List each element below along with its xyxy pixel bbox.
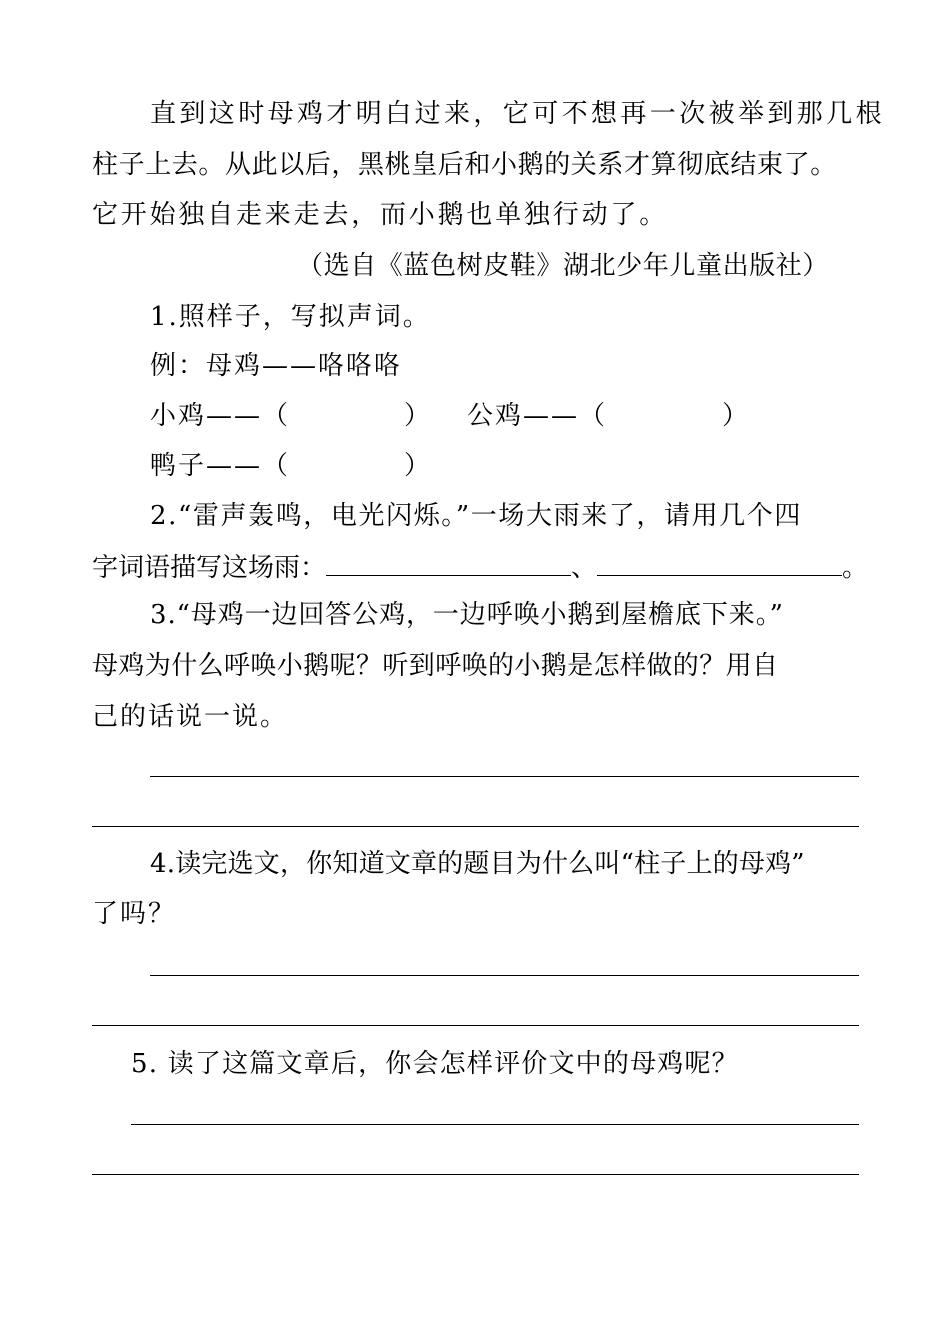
passage-line-3: 它开始独自走来走去，而小鹅也单独行动了。 bbox=[92, 200, 669, 230]
passage-source: （选自《蓝色树皮鞋》湖北少年儿童出版社） bbox=[297, 251, 830, 281]
passage-line-1: 直到这时母鸡才明白过来，它可不想再一次被举到那几根 bbox=[150, 99, 886, 129]
q3-line-2: 母鸡为什么呼唤小鹅呢？听到呼唤的小鹅是怎样做的？用自 bbox=[92, 651, 779, 681]
q4-line-2: 了吗？ bbox=[92, 899, 177, 929]
q2-separator: 、 bbox=[571, 553, 598, 583]
q5-answer-line-1[interactable] bbox=[131, 1124, 859, 1125]
q5-line-1: 5. 读了这篇文章后，你会怎样评价文中的母鸡呢？ bbox=[131, 1049, 739, 1079]
q3-line-1: 3.“母鸡一边回答公鸡，一边呼唤小鹅到屋檐底下来。” bbox=[150, 600, 784, 630]
passage-line-2: 柱子上去。从此以后，黑桃皇后和小鹅的关系才算彻底结束了。 bbox=[92, 150, 837, 180]
q1-prompt: 1.照样子，写拟声词。 bbox=[150, 302, 431, 332]
q2-line-1: 2.“雷声轰鸣，电光闪烁。”一场大雨来了，请用几个四 bbox=[150, 501, 802, 531]
q1-rooster-close-paren: ） bbox=[722, 401, 751, 431]
q4-answer-line-1[interactable] bbox=[150, 975, 859, 976]
q2-line-2-prefix: 字词语描写这场雨： bbox=[92, 553, 327, 583]
q1-duck-close-paren: ） bbox=[404, 451, 433, 481]
q5-answer-line-2[interactable] bbox=[92, 1174, 859, 1175]
q3-answer-line-1[interactable] bbox=[150, 776, 859, 777]
q1-chick-close-paren: ） bbox=[404, 401, 433, 431]
q4-line-1: 4.读完选文，你知道文章的题目为什么叫“柱子上的母鸡” bbox=[150, 849, 805, 879]
q1-item-rooster: 公鸡——（ bbox=[467, 401, 608, 431]
q1-example: 例：母鸡——咯咯咯 bbox=[150, 351, 403, 381]
q2-line-2 bbox=[92, 549, 868, 585]
q2-end-punct: 。 bbox=[842, 553, 869, 583]
q4-answer-line-2[interactable] bbox=[92, 1025, 859, 1026]
q1-item-chick: 小鸡——（ bbox=[150, 401, 291, 431]
q3-line-3: 己的话说一说。 bbox=[92, 702, 289, 732]
q3-answer-line-2[interactable] bbox=[92, 826, 859, 827]
q2-answer-blank-2[interactable] bbox=[597, 549, 842, 576]
q1-item-duck: 鸭子——（ bbox=[150, 451, 291, 481]
q2-answer-blank-1[interactable] bbox=[326, 549, 571, 576]
